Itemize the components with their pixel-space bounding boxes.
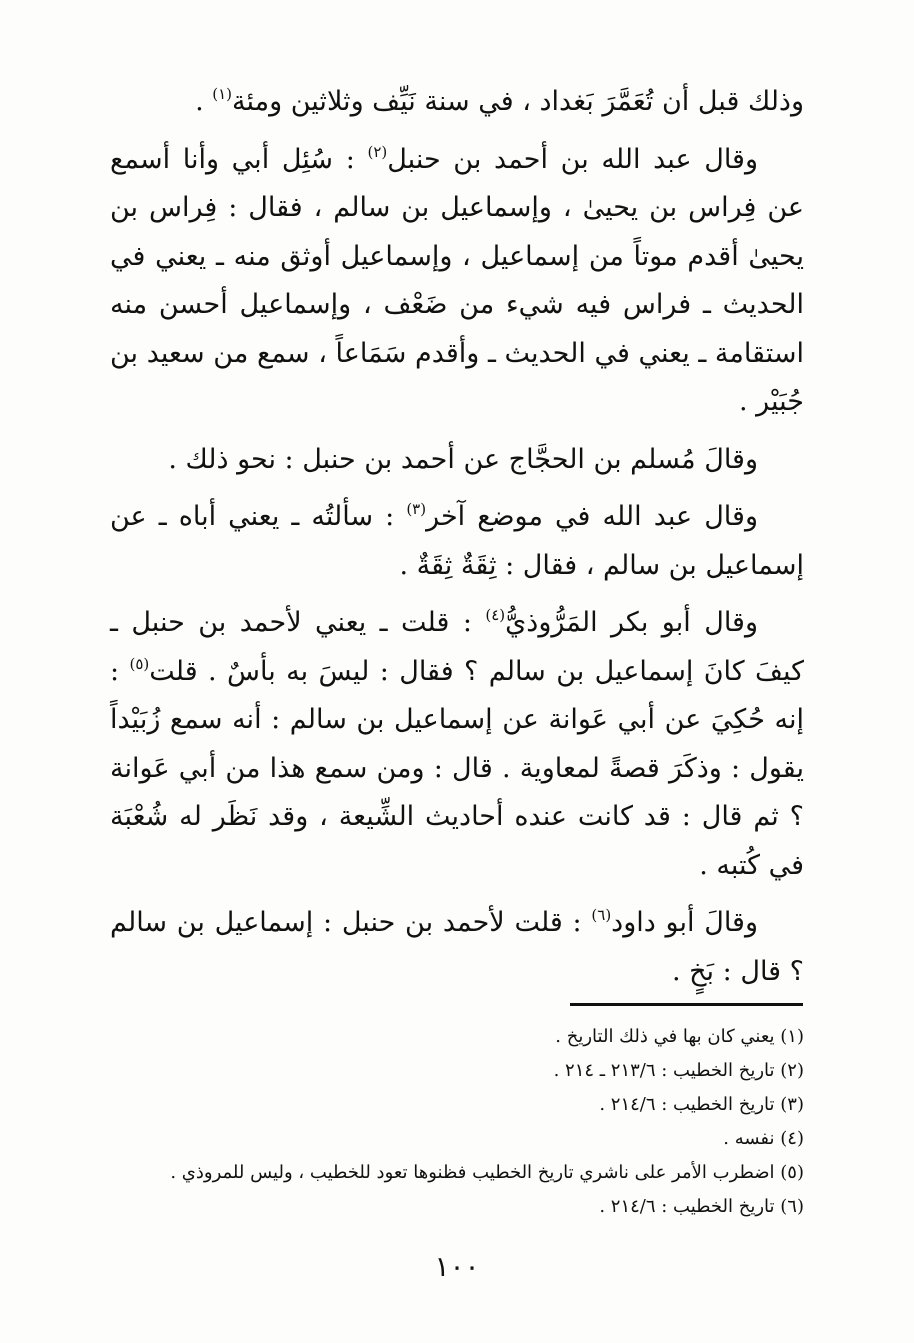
footnote-marker[interactable]: (٦) xyxy=(591,906,612,924)
paragraph: وقال عبد الله بن أحمد بن حنبل$^{(٢)}$ : سُئِل أبي وأنا أسمع عن فِراس بن يحيىٰ ، وإسماعيل بن سالم ، فقال : فِراس بن يحيىٰ أقدم موتاً من إسماعيل ، وإسماعيل أوثق منه ـ يعني في الحديث ـ فراس فيه شيء من ضَعْف ، وإسماعيل أحسن منه استقامة ـ يعني في الحديث ـ وأقدم سَمَاعاً ، سمع من سعيد بن جُبَيْر . xyxy=(110,142,804,417)
footnote-marker[interactable]: (٤) xyxy=(485,606,506,624)
paragraph: وقالَ أبو داود$^{(٦)}$ : قلت لأحمد بن حنبل : إسماعيل بن سالم ؟ قال : بَخٍ . xyxy=(110,906,804,987)
footnote: (٣) تاريخ الخطيب : ٢١٤/٦ . xyxy=(599,1094,804,1115)
footnote-marker[interactable]: (٢) xyxy=(367,142,388,161)
paragraph: وقال أبو بكر المَرُّوذيُّ$^{(٤)}$ : قلت ـ يعني لأحمد بن حنبل ـ كيفَ كانَ إسماعيل بن سالم ؟ فقال : ليسَ به بأسٌ . قلت$^{(٥)}$ : إنه حُكِيَ عن أبي عَوانة عن إسماعيل بن سالم : أنه سمع زُبَيْداً يقول : وذكَرَ قصةً لمعاوية . قال : ومن سمع هذا من أبي عَوانة ؟ ثم قال : قد كانت عنده أحاديث الشِّيعة ، وقد نَظَر له شُعْبَة في كُتبه . xyxy=(110,606,804,881)
footnote: (١) يعني كان بها في ذلك التاريخ . xyxy=(555,1026,804,1047)
paragraph: وقال عبد الله في موضع آخر$^{(٣)}$ : سألتُه ـ يعني أباه ـ عن إسماعيل بن سالم ، فقال : ثِقَةٌ ثِقَةٌ . xyxy=(110,500,804,581)
footnote-separator xyxy=(570,1003,803,1006)
footnotes xyxy=(110,1020,804,1224)
paragraph: وذلك قبل أن تُعَمَّرَ بَغداد ، في سنة نَيِّف وثلاثين ومئة$^{(١)}$ . xyxy=(195,85,804,117)
paragraph: وقالَ مُسلم بن الحجَّاج عن أحمد بن حنبل : نحو ذلك . xyxy=(168,443,758,475)
footnote: (٤) نفسه . xyxy=(723,1128,804,1149)
footnote-marker[interactable]: (٥) xyxy=(129,654,150,673)
footnote-marker[interactable]: (٣) xyxy=(406,500,427,518)
footnote: (٥) اضطرب الأمر على ناشري تاريخ الخطيب فظنوها تعود للخطيب ، وليس للمروذي . xyxy=(170,1162,804,1183)
page-number: ١٠٠ xyxy=(434,1250,480,1283)
main-text xyxy=(110,78,804,1005)
footnote-marker[interactable]: (١) xyxy=(212,85,233,103)
footnote: (٦) تاريخ الخطيب : ٢١٤/٦ . xyxy=(599,1196,804,1217)
footnote: (٢) تاريخ الخطيب : ٢١٣/٦ ـ ٢١٤ . xyxy=(553,1060,804,1081)
